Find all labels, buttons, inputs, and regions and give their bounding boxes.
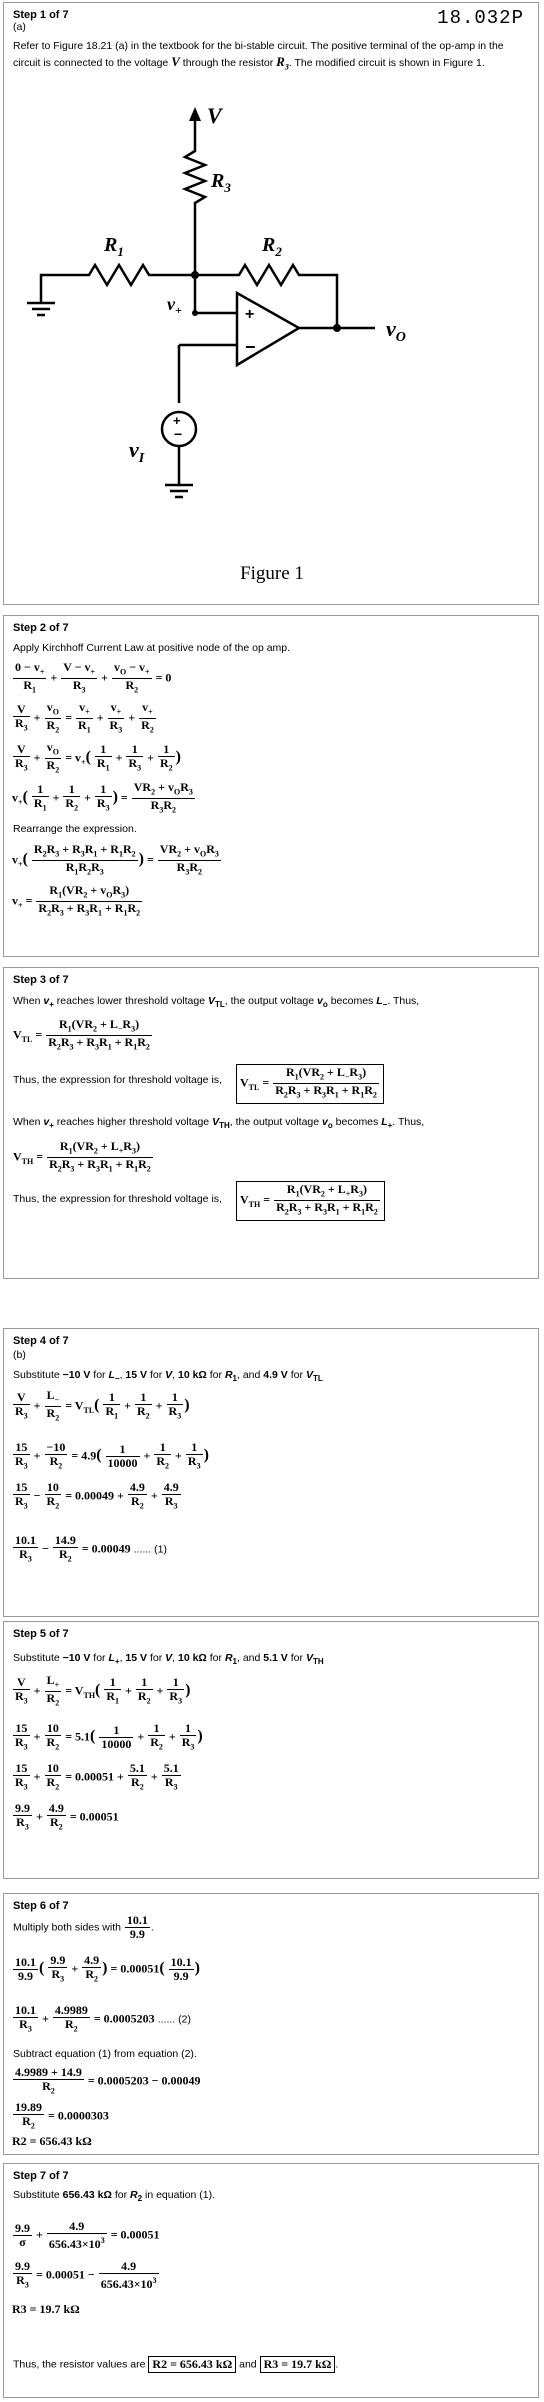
- kcl-eq-2: $\frac{V}{R_3}$ + $\frac{v_O}{R_2}$ = $\frac{v_+}{R_1}$ + $\frac{v_+}{R_3}$ + $\frac{v_+}{R_2}$: [15, 700, 154, 735]
- step-title: Step 3 of 7: [13, 974, 69, 986]
- eq-6-2: $\frac{10.1}{R_3}$ + $\frac{4.9989}{R_2}$ = 0.0005203 ...... (2): [15, 2003, 191, 2034]
- substitute-text: Substitute −10 V for $L_+$, 15 V for V, 10 kΩ for $R_1$, and 5.1 V for $V_{TH}$: [13, 1652, 324, 1667]
- step-2: [3, 615, 539, 957]
- vtl-conclusion: Thus, the expression for threshold voltage is,: [13, 1074, 222, 1086]
- step-5: [3, 1621, 539, 1879]
- label-R2: $R_2$: [262, 234, 282, 259]
- kcl-eq-3: $\frac{V}{R_3}$ + $\frac{v_O}{R_2}$ = $v_+$( $\frac{1}{R_1}$ + $\frac{1}{R_3}$ + $\frac{1}{R_2}$ ): [15, 740, 181, 775]
- kcl-eq-4: $v_+$( $\frac{1}{R_1}$ + $\frac{1}{R_2}$ + $\frac{1}{R_3}$ ) = $VR_2 + v_OR_3$ $R_3R_2$: [12, 780, 193, 815]
- vtl-answer-box: $V_{TL}$ = $\frac{R_1(VR_2 + L_-R_3)}{R_2R_3 + R_3R_1 + R_1R_2}$: [236, 1064, 384, 1104]
- label-V: V: [207, 103, 222, 128]
- eq-5-3: $\frac{15}{R_3}$ + $\frac{10}{R_2}$ = 0.00051 + $\frac{5.1}{R_2}$ + $\frac{5.1}{R_3}$: [15, 1761, 179, 1792]
- step-title: Step 7 of 7: [13, 2170, 69, 2182]
- step-4: [3, 1328, 539, 1617]
- intro-text: Refer to Figure 18.21 (a) in the textbook for the bi-stable circuit. The positive terminal of the op-amp in the: [13, 40, 504, 52]
- eq-5-4: $\frac{9.9}{R_3}$ + $\frac{4.9}{R_2}$ = 0.00051: [15, 1801, 119, 1832]
- part-label: (a): [13, 21, 26, 33]
- plus-sign: +: [245, 306, 255, 323]
- eq-7-1: $\frac{9.9}{\sigma}$ + $\frac{4.9}{656.43\times 10^3}$ = 0.00051: [15, 2219, 160, 2251]
- step-title: Step 6 of 7: [13, 1900, 69, 1912]
- vtl-eq: $V_{TL}$ = $\frac{R_1(VR_2 + L_-R_3)}{R_2R_3 + R_3R_1 + R_1R_2}$: [13, 1017, 150, 1052]
- step-1: [3, 2, 539, 605]
- step-7: [3, 2163, 539, 2398]
- step-3: [3, 967, 539, 1279]
- vth-answer-box: $V_{TH}$ = $\frac{R_1(VR_2 + L_+R_3)}{R_2R_3 + R_3R_1 + R_1R_2}$: [236, 1181, 385, 1221]
- eq-6-1: $\frac{10.1}{9.9}$ ( $\frac{9.9}{R_3}$ + $\frac{4.9}{R_2}$ ) = 0.00051( $\frac{10.1}{9.9}$ ): [15, 1953, 200, 1984]
- vth-conclusion: Thus, the expression for threshold voltage is,: [13, 1193, 222, 1205]
- eq-5-1: $\frac{V}{R_3}$ + $\frac{L_+}{R_2}$ = $V_{TH}$( $\frac{1}{R_1}$ + $\frac{1}{R_2}$ + $\frac{1}{R_3}$ ): [15, 1673, 191, 1708]
- eq-4-3: $\frac{15}{R_3}$ − $\frac{10}{R_2}$ = 0.00049 + $\frac{4.9}{R_2}$ + $\frac{4.9}{R_3}$: [15, 1480, 179, 1511]
- eq-4-4: $\frac{10.1}{R_3}$ − $\frac{14.9}{R_2}$ = 0.00049 ...... (1): [15, 1533, 167, 1564]
- bistable-circuit-diagram: [19, 103, 439, 563]
- label-R1: $R_1$: [104, 234, 124, 259]
- source-minus: −: [174, 426, 183, 442]
- eq-4-2: $\frac{15}{R_3}$ + $\frac{-10}{R_2}$ = 4.9( $\frac{1}{10000}$ + $\frac{1}{R_2}$ + $\frac{1}{R_3}$ ): [15, 1440, 209, 1471]
- subtract-text: Subtract equation (1) from equation (2).: [13, 2048, 197, 2060]
- minus-sign: −: [245, 337, 256, 357]
- final-answer-text: Thus, the resistor values are R2 = 656.43 kΩ and R3 = 19.7 kΩ .: [13, 2357, 339, 2371]
- eq-5-2: $\frac{15}{R_3}$ + $\frac{10}{R_2}$ = 5.1( $\frac{1}{10000}$ + $\frac{1}{R_2}$ + $\frac{1}{R_3}$ ): [15, 1721, 203, 1752]
- substitute-text: Substitute −10 V for $L_-$, 15 V for V, 10 kΩ for $R_1$, and 4.9 V for $V_{TL}$: [13, 1369, 323, 1384]
- answer-r3: R3 = 19.7 kΩ: [260, 2356, 336, 2373]
- r3-result: R3 = 19.7 kΩ: [12, 2302, 80, 2316]
- label-vI: $v_I$: [129, 437, 145, 466]
- kcl-text: Apply Kirchhoff Current Law at positive node of the op amp.: [13, 642, 291, 654]
- r2-result: R2 = 656.43 kΩ: [12, 2134, 92, 2148]
- kcl-eq-5: $v_+$( $\frac{R_2R_3 + R_3R_1 + R_1R_2}{R_1R_2R_3}$ ) = $VR_2 + v_OR_3$ $R_3R_2$: [12, 842, 219, 877]
- eq-7-2: $\frac{9.9}{R_3}$ = 0.00051 − $\frac{4.9}{656.43\times 10^3}$: [15, 2259, 157, 2292]
- lower-threshold-text: When $v_+$ reaches lower threshold voltage $V_{TL}$, the output voltage $v_o$ becomes $L_-$. Thus,: [13, 995, 420, 1010]
- label-vplus: $v_+$: [167, 294, 182, 317]
- vth-eq: $V_{TH}$ = $\frac{R_1(VR_2 + L_+R_3)}{R_2R_3 + R_3R_1 + R_1R_2}$: [13, 1139, 151, 1174]
- step-6: [3, 1893, 539, 2155]
- page-id: 18.032P: [437, 7, 524, 29]
- label-R3: $R_3$: [211, 170, 231, 195]
- step-title: Step 1 of 7: [13, 9, 69, 21]
- rearrange-text: Rearrange the expression.: [13, 823, 137, 835]
- source-plus: +: [173, 413, 181, 428]
- kcl-eq-6: $v_+$ = $R_1(VR_2 + v_OR_3)$ $R_2R_3 + R_3R_1 + R_1R_2$: [12, 883, 141, 918]
- eq-4-1: $\frac{V}{R_3}$ + $\frac{L_-}{R_2}$ = $V_{TL}$( $\frac{1}{R_1}$ + $\frac{1}{R_2}$ + $\frac{1}{R_3}$ ): [15, 1388, 190, 1423]
- eq-6-4: $\frac{19.89}{R_2}$ = 0.0000303: [15, 2100, 109, 2131]
- step-title: Step 4 of 7: [13, 1335, 69, 1347]
- multiply-text: Multiply both sides with $\frac{10.1}{9.9}$ .: [13, 1913, 154, 1941]
- part-label: (b): [13, 1349, 26, 1361]
- eq-6-3: $\frac{4.9989 + 14.9}{R_2}$ = 0.0005203 − 0.00049: [15, 2065, 201, 2096]
- higher-threshold-text: When $v_+$ reaches higher threshold voltage $V_{TH}$, the output voltage $v_o$ becomes $L_+$. Thus,: [13, 1116, 425, 1131]
- kcl-eq-1: $\frac{0 - v_+}{R_1}$ + $\frac{V - v_+}{R_3}$ + $\frac{v_O - v_+}{R_2}$ = 0: [15, 660, 172, 695]
- intro-text-2: circuit is connected to the voltage V through the resistor $R_3$. The modified circuit is shown in Figure 1.: [13, 54, 485, 72]
- step-title: Step 5 of 7: [13, 1628, 69, 1640]
- figure-caption: Figure 1: [240, 563, 304, 584]
- label-vO: $v_O$: [386, 316, 406, 345]
- step-title: Step 2 of 7: [13, 622, 69, 634]
- answer-r2: R2 = 656.43 kΩ: [148, 2356, 236, 2373]
- substitute-text: Substitute 656.43 kΩ for $R_2$ in equation (1).: [13, 2189, 216, 2204]
